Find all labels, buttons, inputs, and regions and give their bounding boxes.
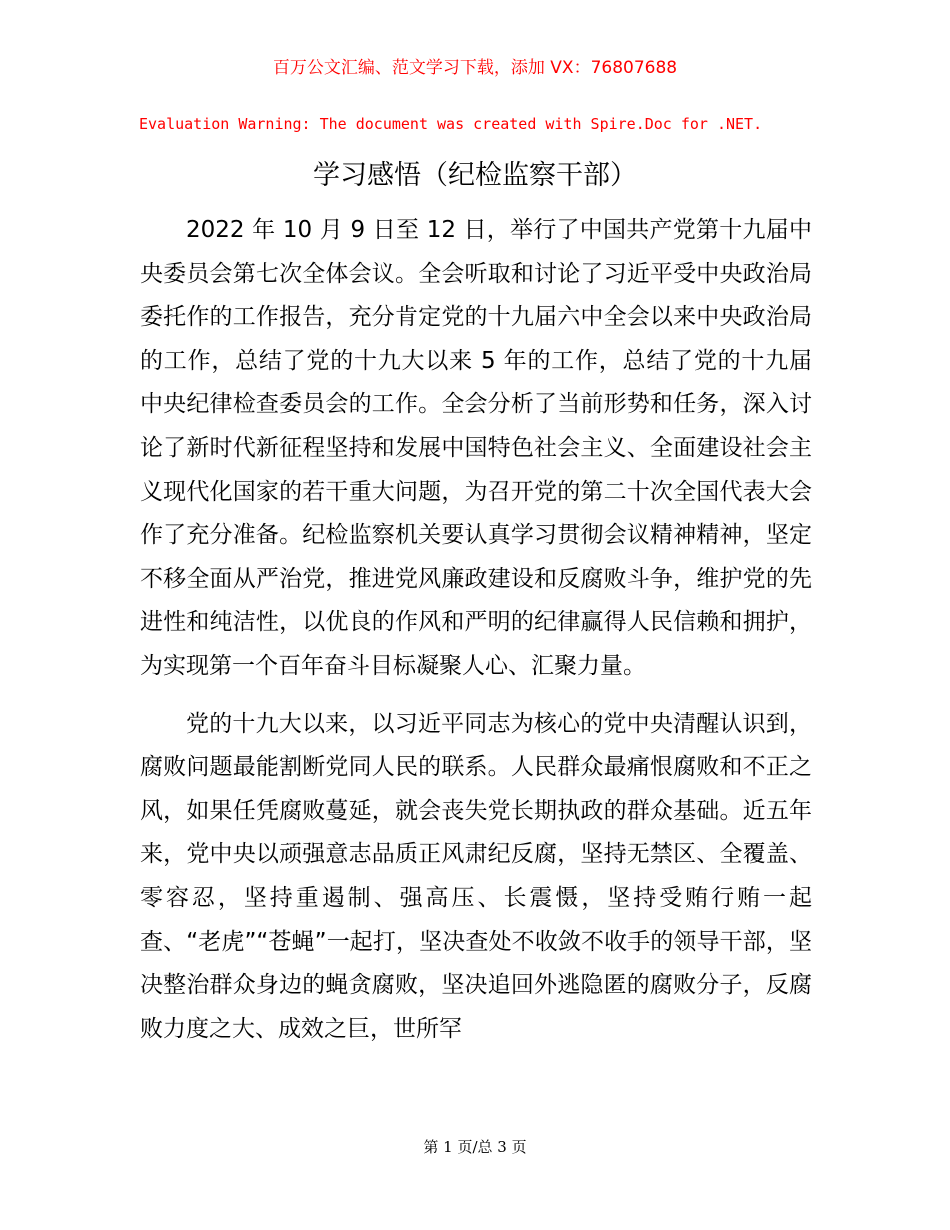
page-indicator: 第 1 页/总 3 页 (423, 1138, 527, 1156)
paragraph: 2022 年 10 月 9 日至 12 日，举行了中国共产党第十九届中央委员会第七次全体会议。全会听取和讨论了习近平受中央政治局委托作的工作报告，充分肯定党的十九届六中全会以来中央政治局的工作，总结了党的十九大以来 5 年的工作，总结了党的十九届中央纪律检查委员会的工作。全会分析了当前形势和任务，深入讨论了新时代新征程坚持和发展中国特色社会主义、全面建设社会主义现代化国家的若干重大问题，为召开党的第二十次全国代表大会作了充分准备。纪检监察机关要认真学习贯彻会议精神精神，坚定不移全面从严治党，推进党风廉政建设和反腐败斗争，维护党的先进性和纯洁性，以优良的作风和严明的纪律赢得人民信赖和拥护，为实现第一个百年奋斗目标凝聚人心、汇聚力量。 (140, 217, 812, 679)
paragraph: 党的十九大以来，以习近平同志为核心的党中央清醒认识到，腐败问题最能割断党同人民的联系。人民群众最痛恨腐败和不正之风，如果任凭腐败蔓延，就会丧失党长期执政的群众基础。近五年来，党中央以顽强意志品质正风肃纪反腐，坚持无禁区、全覆盖、零容忍，坚持重遏制、强高压、长震慑，坚持受贿行贿一起查、“老虎”“苍蝇”一起打，坚决查处不收敛不收手的领导干部，坚决整治群众身边的蝇贪腐败，坚决追回外逃隐匿的腐败分子，反腐败力度之大、成效之巨，世所罕 (140, 710, 812, 1042)
document-title: 学习感悟（纪检监察干部） (313, 160, 637, 191)
document-body (140, 209, 812, 1051)
header-banner: 百万公文汇编、范文学习下载，添加 VX：76807688 (272, 58, 678, 78)
evaluation-warning: Evaluation Warning: The document was created with Spire.Doc for .NET. (139, 115, 763, 133)
